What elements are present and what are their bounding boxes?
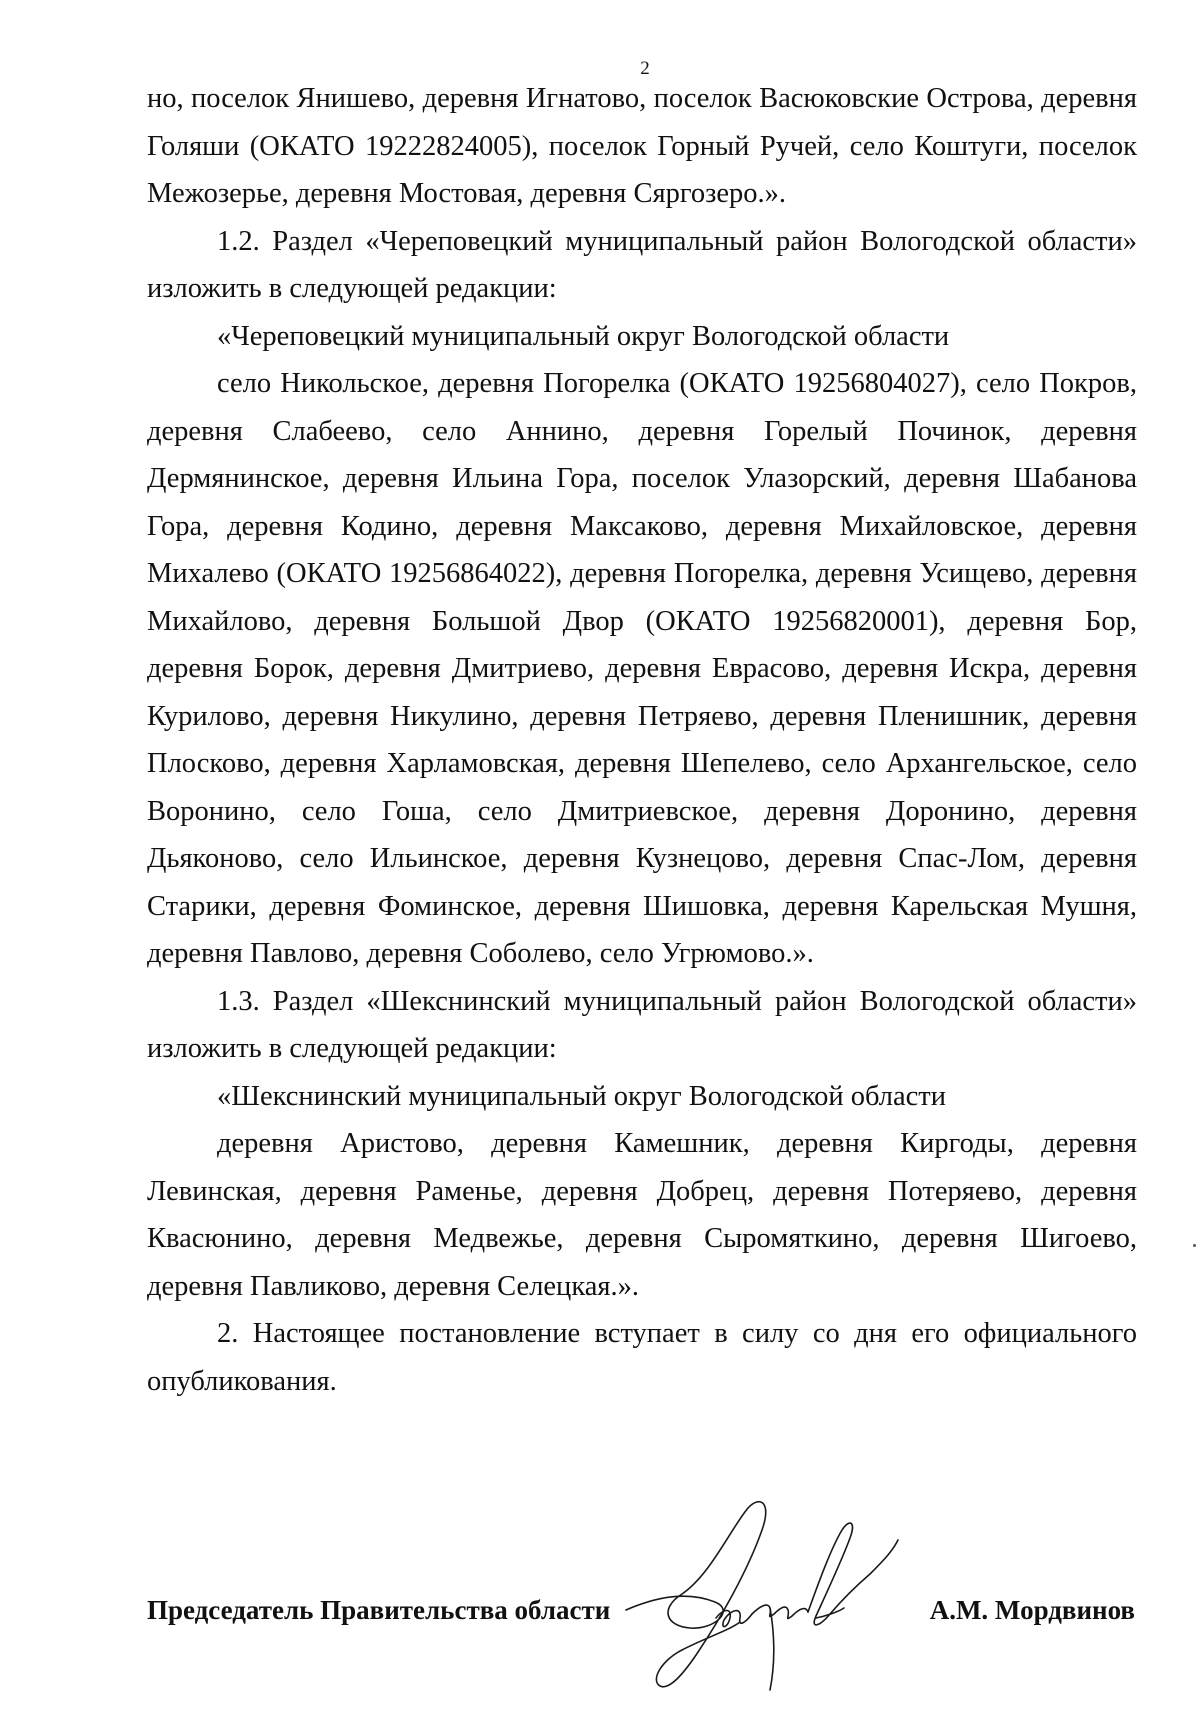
paragraph-sheksna-heading: «Шекснинский муниципальный округ Вологодской области (217, 1080, 947, 1112)
paragraph-continuation: но, поселок Янишево, деревня Игнатово, поселок Васюковские Острова, деревня Голяши (ОКАТО 19222824005), поселок Горный Ручей, село Коштуги, поселок Межозерье, деревня Мостовая, деревня Сяргозеро.». (147, 83, 1137, 209)
paragraph-sheksna-list: деревня Аристово, деревня Камешник, деревня Киргоды, деревня Левинская, деревня Раменье, деревня Добрец, деревня Потеряево, деревня Квасюнино, деревня Медвежье, деревня Сыромяткино, деревня Шигоево, деревня Павликово, деревня Селецкая.». (147, 1128, 1137, 1302)
paragraph-cherepovets-heading: «Череповецкий муниципальный округ Вологодской области (217, 320, 950, 352)
paragraph-section-1-3: 1.3. Раздел «Шекснинский муниципальный район Вологодской области» изложить в следующей редакции: (147, 985, 1137, 1064)
paragraph-cherepovets-list: село Никольское, деревня Погорелка (ОКАТО 19256804027), село Покров, деревня Слабеево, село Аннино, деревня Горелый Починок, деревня Дермянинское, деревня Ильина Гора, поселок Улазорский, деревня Шабанова Гора, деревня Кодино, деревня Максаково, деревня Михайловское, деревня Михалево (ОКАТО 19256864022), деревня Погорелка, деревня Усищево, деревня Михайлово, деревня Большой Двор (ОКАТО 19256820001), деревня Бор, деревня Борок, деревня Дмитриево, деревня Еврасово, деревня Искра, деревня Курилово, деревня Никулино, деревня Петряево, деревня Пленишник, деревня Плосково, деревня Харламовская, деревня Шепелево, село Архангельское, село Воронино, село Гоша, село Дмитриевское, деревня Доронино, деревня Дьяконово, село Ильинское, деревня Кузнецово, деревня Спас-Лом, деревня Старики, деревня Фоминское, деревня Шишовка, деревня Карельская Мушня, деревня Павлово, деревня Соболево, село Угрюмово.». (147, 368, 1137, 969)
page-number: 2 (640, 58, 650, 79)
scan-speck (1193, 1244, 1196, 1247)
paragraph-section-1-2: 1.2. Раздел «Череповецкий муниципальный район Вологодской области» изложить в следующей редакции: (147, 225, 1137, 304)
signature-block (147, 1590, 1137, 1630)
signatory-name: А.М. Мордвинов (929, 1595, 1135, 1625)
signatory-title: Председатель Правительства области (147, 1595, 611, 1625)
document-body (147, 75, 1137, 1405)
paragraph-effective-date: 2. Настоящее постановление вступает в силу со дня его официального опубликования. (147, 1318, 1137, 1397)
